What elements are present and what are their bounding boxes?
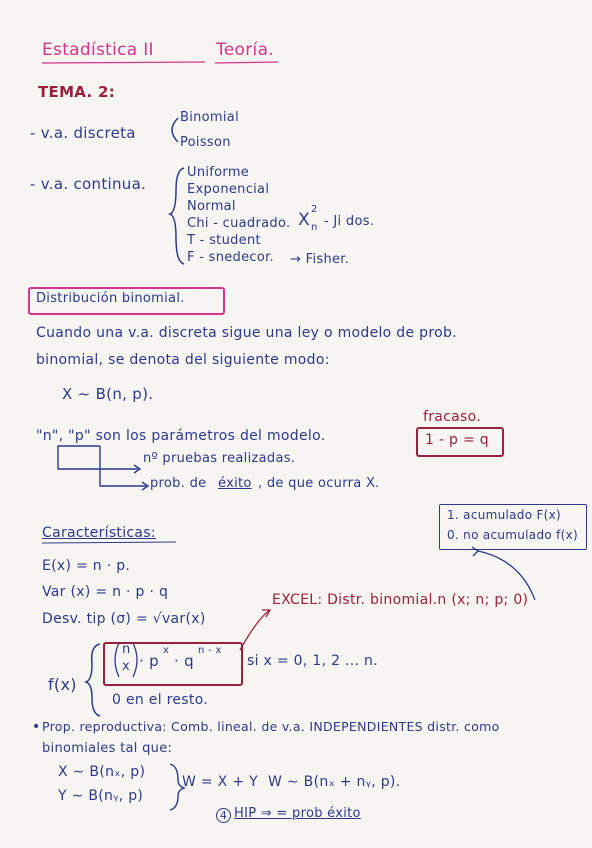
- continua-bracket: [170, 168, 184, 264]
- pmf-brace: [86, 644, 100, 716]
- pmf-rest: 0 en el resto.: [112, 692, 209, 708]
- varianza: Var (x) = n · p · q: [42, 584, 169, 600]
- section-title: Distribución binomial.: [36, 291, 185, 306]
- pmf-fx: f(x): [48, 675, 77, 694]
- x-distribution: X ∼ B(nₓ, p): [58, 764, 146, 780]
- continua-item-uniforme: Uniforme: [187, 165, 250, 180]
- desviacion: Desv. tip (σ) = √var(x): [42, 611, 206, 627]
- acumulado-0: 0. no acumulado f(x): [447, 528, 579, 542]
- reproductiva-line-1: Prop. reproductiva: Comb. lineal. de v.a. INDEPENDIENTES distr. como: [42, 719, 500, 734]
- page-title: Estadística II: [42, 40, 154, 60]
- n-arrow-head: [134, 465, 140, 473]
- continua-item-tstudent: T - student: [187, 233, 261, 248]
- pmf-excel-arrow-head: [262, 610, 270, 617]
- w-distribution: W ∼ B(nₓ + nᵧ, p).: [268, 774, 401, 790]
- title-underline: [42, 62, 205, 63]
- excel-formula: EXCEL: Distr. binomial.n (x; n; p; 0): [272, 592, 529, 608]
- circle-number: 4: [216, 808, 231, 823]
- pmf-exp-x: x: [163, 645, 170, 656]
- bullet: •: [32, 719, 41, 735]
- continua-label: - v.a. continua.: [30, 175, 147, 193]
- subtitle-underline: [215, 62, 278, 63]
- p-arrow-head: [142, 482, 148, 490]
- chi-symbol: X: [298, 210, 310, 230]
- discreta-item-binomial: Binomial: [180, 110, 239, 125]
- pmf-condition: si x = 0, 1, 2 ... n.: [247, 653, 378, 669]
- hip-note: HIP ⇒ = prob éxito: [234, 806, 361, 821]
- n-arrow-line: [58, 446, 138, 469]
- binom-bottom: x: [122, 659, 130, 674]
- pmf-exp-nx: n - x: [198, 645, 222, 656]
- esperanza: E(x) = n · p.: [42, 558, 131, 574]
- y-distribution: Y ∼ B(nᵧ, p): [58, 788, 144, 804]
- binomial-notation: X ∼ B(n, p).: [62, 385, 154, 403]
- discreta-label: - v.a. discreta: [30, 124, 136, 142]
- tema-heading: TEMA. 2:: [38, 83, 116, 101]
- chi-subscript: n: [311, 222, 318, 233]
- continua-item-normal: Normal: [187, 199, 236, 214]
- p-arrow-line: [100, 446, 146, 486]
- chi-superscript: 2: [311, 204, 318, 215]
- discreta-bracket: [172, 118, 178, 142]
- reproductiva-line-2: binomiales tal que:: [42, 741, 173, 756]
- n-meaning: nº pruebas realizadas.: [143, 451, 296, 466]
- params-text: "n", "p" son los parámetros del modelo.: [36, 428, 326, 444]
- continua-item-exponencial: Exponencial: [187, 182, 270, 197]
- continua-item-fsnedecor: F - snedecor.: [187, 250, 274, 265]
- fisher-note: → Fisher.: [290, 252, 350, 267]
- intro-line-1: Cuando una v.a. discreta sigue una ley o modelo de prob.: [36, 325, 457, 341]
- caracteristicas-title: Características:: [42, 525, 156, 541]
- pmf-expr-q: · q: [174, 652, 194, 670]
- pmf-expr-p: · p: [139, 652, 159, 670]
- w-definition: W = X + Y: [182, 774, 258, 790]
- caract-underline: [42, 542, 176, 543]
- p-meaning-exito: éxito: [218, 476, 252, 491]
- acumulado-1: 1. acumulado F(x): [447, 508, 562, 522]
- continua-item-chi: Chi - cuadrado.: [187, 216, 291, 231]
- binom-top: n: [122, 642, 131, 657]
- pmf-excel-arrow: [240, 610, 270, 650]
- discreta-item-poisson: Poisson: [180, 135, 231, 150]
- fracaso-formula: 1 - p = q: [425, 432, 489, 448]
- p-meaning-b: , de que ocurra X.: [258, 476, 380, 491]
- chi-note: - Ji dos.: [324, 214, 375, 229]
- p-meaning-a: prob. de: [150, 476, 207, 491]
- intro-line-2: binomial, se denota del siguiente modo:: [36, 352, 330, 368]
- fracaso-label: fracaso.: [423, 409, 482, 425]
- page-subtitle: Teoría.: [216, 40, 274, 60]
